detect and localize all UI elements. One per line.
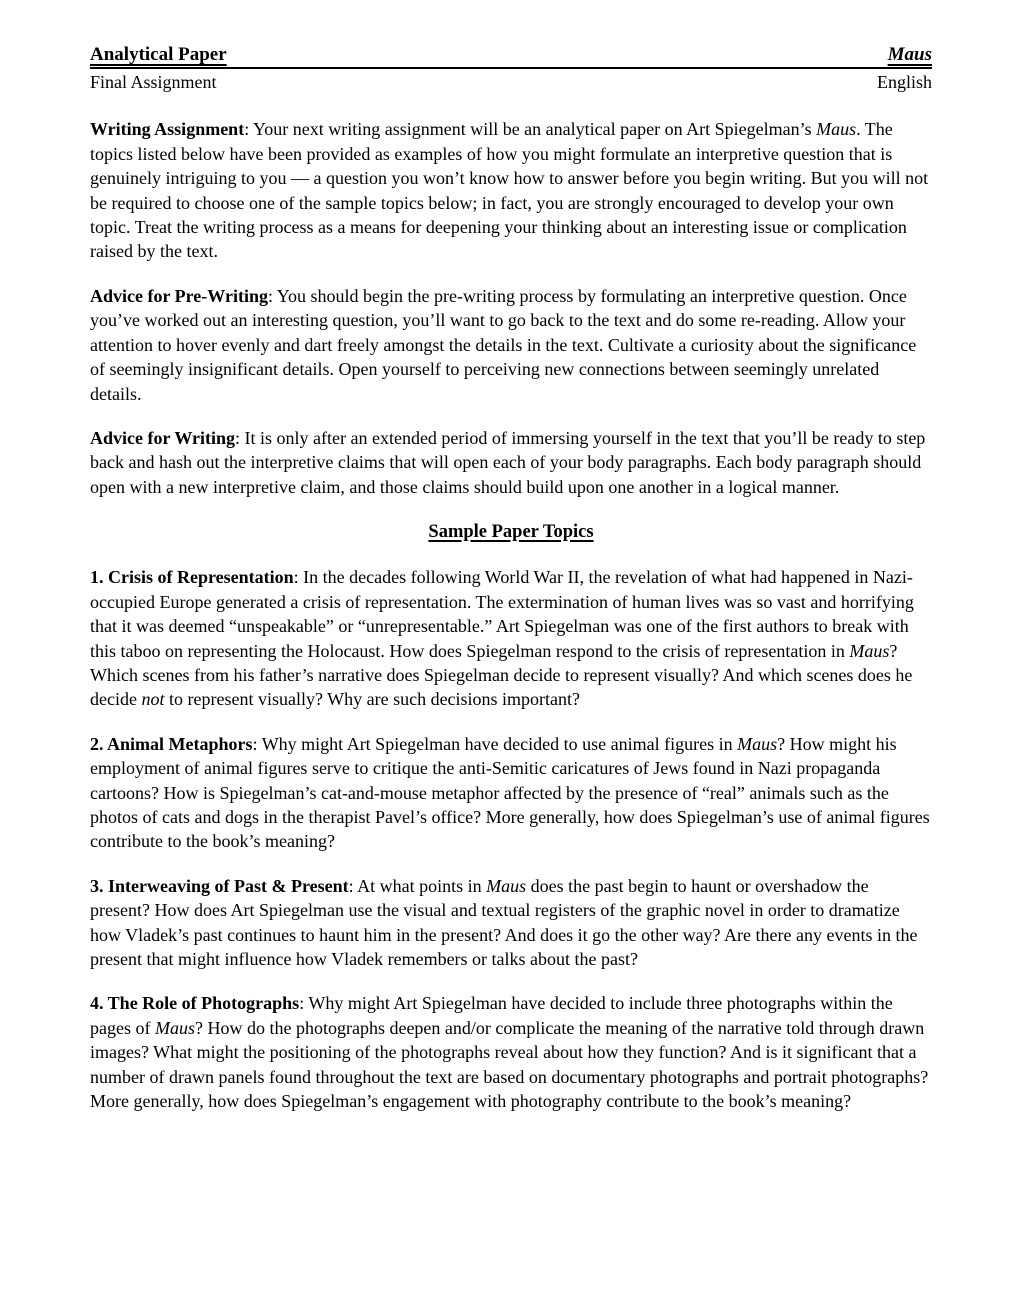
topic-3-interweaving-past-present: 3. Interweaving of Past & Present: At what points in Maus does the past begin to haunt or overshadow the present? How does Art Spiegelman use the visual and textual registers of the graphic novel in order to dramatize how Vladek’s past continues to haunt him in the present? And does it go the other way? Are there any events in the present that might influence how Vladek remembers or talks about the past? bbox=[90, 875, 918, 969]
header-book-title: Maus bbox=[887, 44, 932, 65]
header-subject-label: English bbox=[876, 71, 932, 92]
topic-1-crisis-of-representation: 1. Crisis of Representation: In the decades following World War II, the revelation of what had happened in Nazi-occupied Europe generated a crisis of representation. The extermination of human lives was so vast and horrifying that it was deemed “unspeakable” or “unrepresentable.” Art Spiegelman was one of the first authors to break with this taboo on representing the Holocaust. How does Spiegelman respond to the crisis of representation in Maus? Which scenes from his father’s narrative does Spiegelman decide to represent visually? And which scenes does he decide not to represent visually? Why are such decisions important? bbox=[90, 567, 914, 710]
paragraph-advice-pre-writing: Advice for Pre-Writing: You should begin the pre-writing process by formulating an interpretive question. Once you’ve worked out an interesting question, you’ll want to go back to the text and do some re-reading. Allow your attention to hover evenly and dart freely amongst the details in the text. Cultivate a curiosity about the significance of seemingly insignificant details. Open yourself to perceiving new connections between seemingly unrelated details. bbox=[90, 285, 917, 404]
topic-4-role-of-photographs: 4. The Role of Photographs: Why might Art Spiegelman have decided to include three photographs within the pages of Maus? How do the photographs deepen and/or complicate the meaning of the narrative told through drawn images? What might the positioning of the photographs reveal about how they function? And is it significant that a number of drawn panels found throughout the text are based on documentary photographs and portrait photographs? More generally, how does Spiegelman’s engagement with photography contribute to the book’s meaning? bbox=[90, 993, 929, 1112]
topic-2-animal-metaphors: 2. Animal Metaphors: Why might Art Spiegelman have decided to use animal figures in Maus? How might his employment of animal figures serve to critique the anti-Semitic caricatures of Jews found in Nazi propaganda cartoons? How is Spiegelman’s cat-and-mouse metaphor affected by the presence of “real” animals such as the photos of cats and dogs in the therapist Pavel’s office? More generally, how does Spiegelman’s use of animal figures contribute to the book’s meaning? bbox=[90, 733, 930, 852]
section-heading-sample-paper-topics: Sample Paper Topics bbox=[428, 522, 594, 543]
document-subheader bbox=[90, 72, 932, 94]
paragraph-advice-writing: Advice for Writing: It is only after an extended period of immersing yourself in the text that you’ll be ready to step back and hash out the interpretive claims that will open each of your body paragraphs. Each body paragraph should open with a new interpretive claim, and those claims should build upon one another in a logical manner. bbox=[90, 427, 926, 497]
document-header bbox=[90, 44, 932, 69]
header-title: Analytical Paper bbox=[90, 44, 227, 65]
header-assignment-label: Final Assignment bbox=[90, 71, 217, 92]
paragraph-writing-assignment: Writing Assignment: Your next writing assignment will be an analytical paper on Art Spiegelman’s Maus. The topics listed below have been provided as examples of how you might formulate an interpretive question that is genuinely intriguing to you — a question you won’t know how to answer before you begin writing. But you will not be required to choose one of the sample topics below; in fact, you are strongly encouraged to develop your own topic. Treat the writing process as a means for deepening your thinking about an interesting issue or complication raised by the text. bbox=[90, 119, 929, 262]
